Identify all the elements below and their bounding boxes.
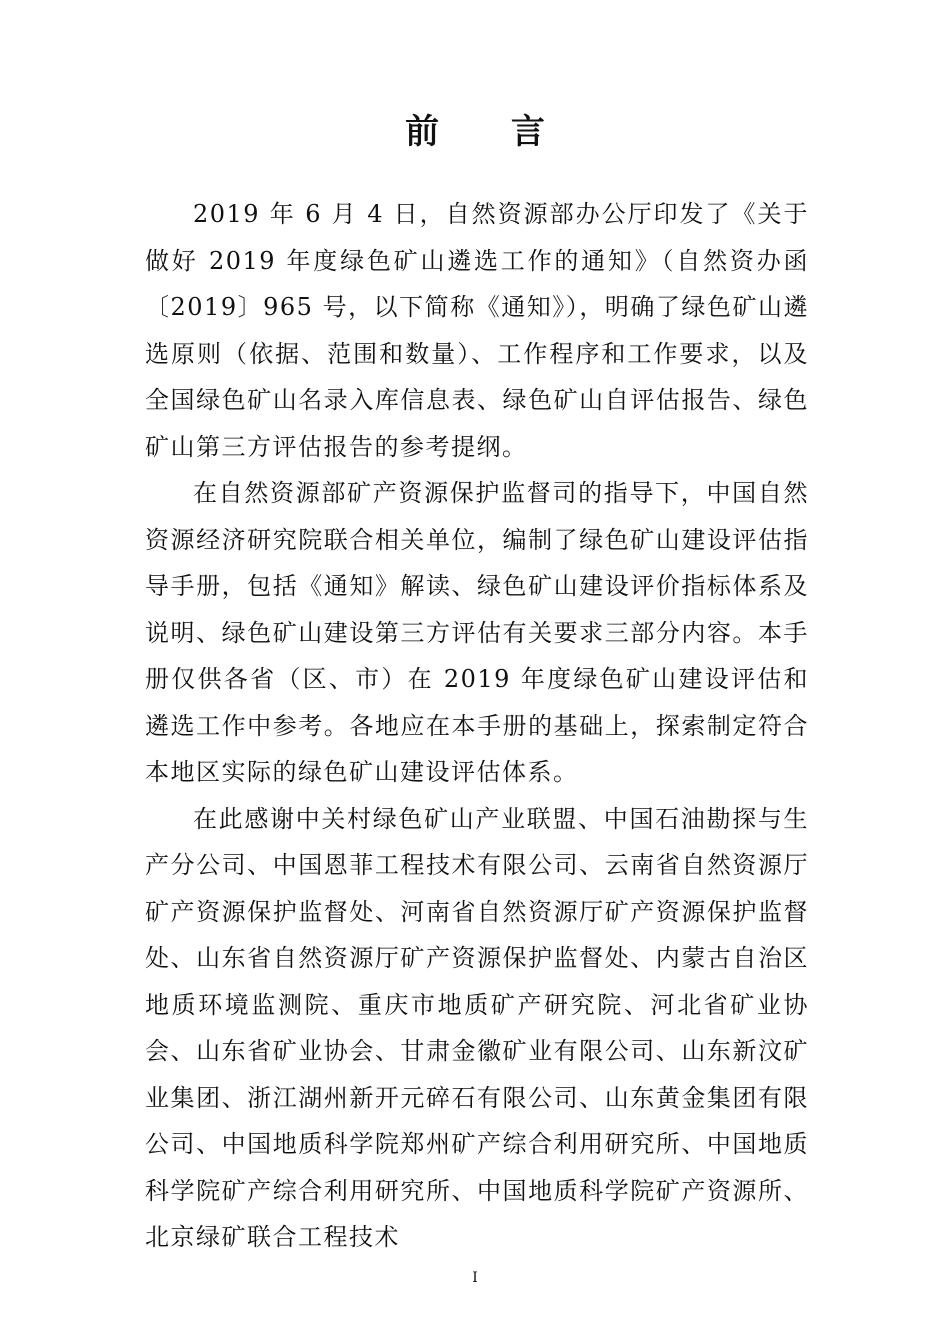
body-text bbox=[145, 191, 809, 1261]
page-title: 前 言 bbox=[405, 112, 575, 152]
paragraph-1: 2019 年 6 月 4 日，自然资源部办公厅印发了《关于做好 2019 年度绿色矿山遴选工作的通知》（自然资办函〔2019〕965 号，以下简称《通知》），明确了绿色矿山遴选原则（依据、范围和数量）、工作程序和工作要求，以及全国绿色矿山名录入库信息表、绿色矿山自评估报告、绿色矿山第三方评估报告的参考提纲。 bbox=[145, 200, 809, 461]
paragraph-2: 在自然资源部矿产资源保护监督司的指导下，中国自然资源经济研究院联合相关单位，编制了绿色矿山建设评估指导手册，包括《通知》解读、绿色矿山建设评价指标体系及说明、绿色矿山建设第三方评估有关要求三部分内容。本手册仅供各省（区、市）在 2019 年度绿色矿山建设评估和遴选工作中参考。各地应在本手册的基础上，探索制定符合本地区实际的绿色矿山建设评估体系。 bbox=[145, 479, 809, 786]
page-number: I bbox=[472, 1270, 478, 1286]
paragraph-3: 在此感谢中关村绿色矿山产业联盟、中国石油勘探与生产分公司、中国恩菲工程技术有限公司、云南省自然资源厅矿产资源保护监督处、河南省自然资源厅矿产资源保护监督处、山东省自然资源厅矿产资源保护监督处、内蒙古自治区地质环境监测院、重庆市地质矿产研究院、河北省矿业协会、山东省矿业协会、甘肃金徽矿业有限公司、山东新汶矿业集团、浙江湖州新开元碎石有限公司、山东黄金集团有限公司、中国地质科学院郑州矿产综合利用研究所、中国地质科学院矿产综合利用研究所、中国地质科学院矿产资源所、北京绿矿联合工程技术 bbox=[145, 804, 809, 1251]
